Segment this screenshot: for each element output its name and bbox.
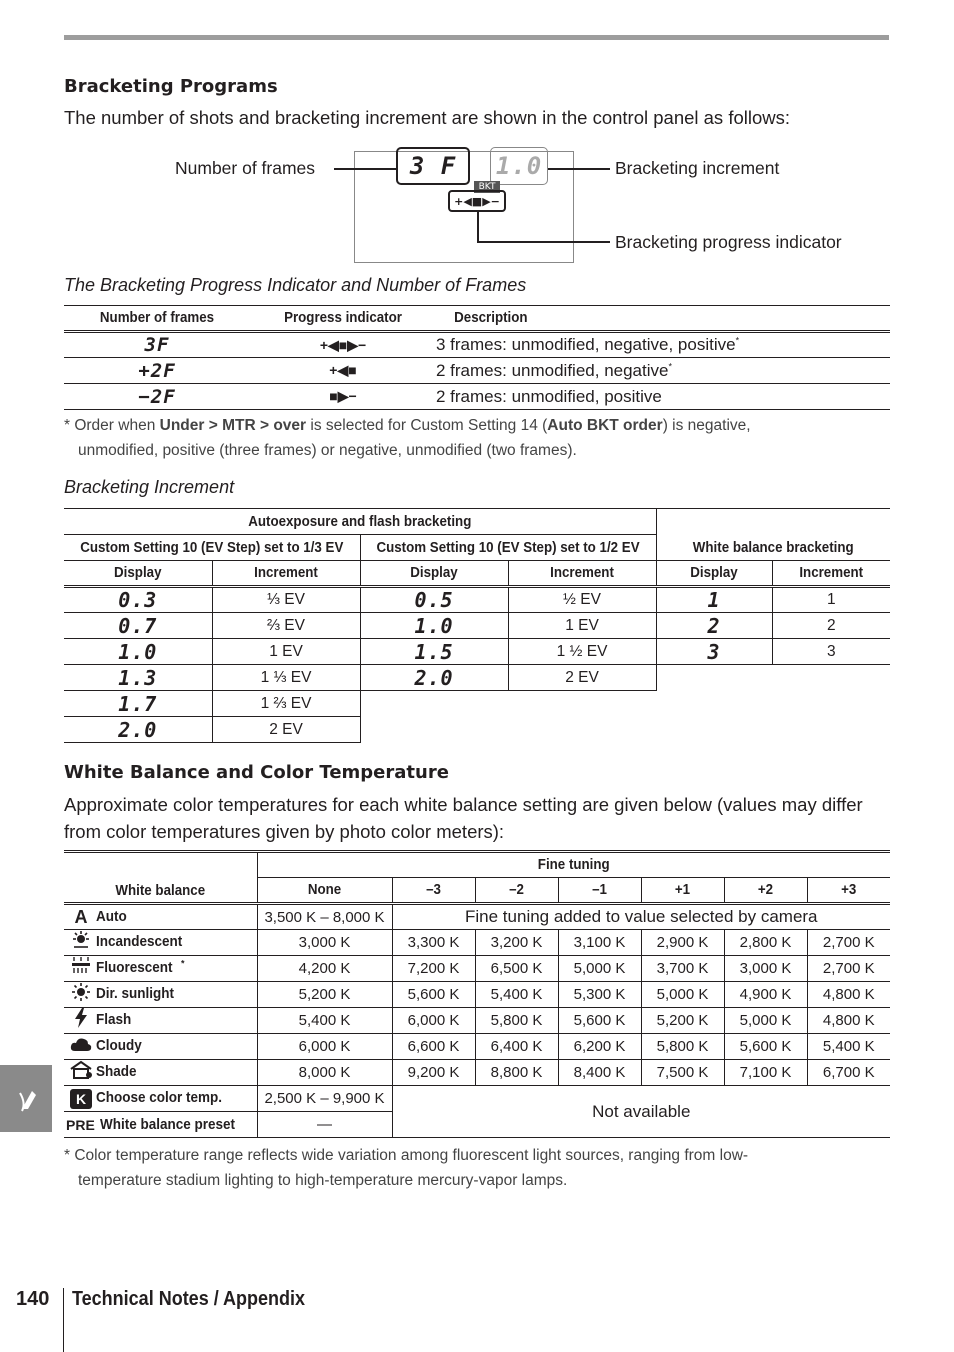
increment-value: 2 EV (212, 717, 360, 743)
auto-icon: A (74, 906, 88, 927)
col-progress-indicator: Progress indicator (284, 310, 402, 326)
top-rule (64, 35, 889, 40)
bkt-badge: BKT (474, 181, 500, 193)
increment-value: 3 (772, 639, 890, 665)
col-fine-value: –2 (478, 878, 554, 904)
temperature-value: 5,000 K (558, 956, 641, 982)
increment-value: 1 (772, 587, 890, 613)
wb-setting: PRE White balance preset (64, 1112, 257, 1138)
col-increment: Increment (777, 561, 886, 587)
header-cs-half: Custom Setting 10 (EV Step) set to 1/2 EV (372, 535, 644, 561)
temperature-value: 2,700 K (807, 956, 890, 982)
frames-display: −2F (138, 385, 176, 408)
sun-icon (66, 982, 96, 1007)
temperature-value: 6,000 K (257, 1034, 392, 1060)
col-fine-value: +2 (727, 878, 803, 904)
table-row (64, 613, 890, 639)
fluorescent-icon (66, 957, 96, 980)
table-row (64, 930, 890, 956)
appendix-icon (0, 1065, 52, 1132)
temperature-value: 2,800 K (724, 930, 807, 956)
display-value: 3 (656, 639, 772, 665)
wb-footnote: * Color temperature range reflects wide variation among fluorescent light sources, ranging from low- temperature stadium lighting to high-temperature mercury-vapor lamps. (64, 1147, 749, 1189)
progress-table (64, 305, 890, 410)
temperature-value: 5,400 K (807, 1034, 890, 1060)
leader-frames (334, 168, 396, 170)
temperature-value: 4,200 K (257, 956, 392, 982)
progress-indicator: +◀■ (329, 362, 357, 378)
temperature-value: 5,200 K (257, 982, 392, 1008)
display-value: 0.7 (64, 613, 212, 639)
label-number-of-frames: Number of frames (175, 158, 316, 178)
table-row (64, 717, 890, 743)
increment-value: 1 EV (212, 639, 360, 665)
temperature-value: 3,000 K (724, 956, 807, 982)
table-row (64, 332, 890, 358)
preset-icon: PRE (66, 1117, 95, 1134)
none-value: — (257, 1112, 392, 1138)
footer-divider (63, 1288, 64, 1352)
temperature-value: 7,500 K (641, 1060, 724, 1086)
increment-value: 2 (772, 613, 890, 639)
temperature-value: 9,200 K (392, 1060, 475, 1086)
cloud-icon (66, 1036, 96, 1057)
auto-note: Fine tuning added to value selected by camera (392, 904, 890, 930)
group-wb-bracketing: White balance bracketing (665, 509, 880, 561)
col-fine-value: +3 (810, 878, 886, 904)
increment-table-title: Bracketing Increment (64, 477, 235, 497)
display-value: 2.0 (64, 717, 212, 743)
progress-indicator: ■▶− (329, 388, 357, 404)
lcd-increment-readout: 1.0 (490, 147, 548, 185)
page-number: 140 (16, 1288, 50, 1310)
table-row (64, 1060, 890, 1086)
footer-title: Technical Notes / Appendix (72, 1288, 306, 1310)
table-row (64, 982, 890, 1008)
table-row (64, 665, 890, 691)
display-value: 1.5 (360, 639, 508, 665)
none-value: 2,500 K – 9,900 K (257, 1086, 392, 1112)
bracketing-intro: The number of shots and bracketing increment are shown in the control panel as follows: (64, 107, 791, 128)
leader-increment (548, 168, 610, 170)
temperature-value: 5,800 K (641, 1034, 724, 1060)
display-value: 2 (656, 613, 772, 639)
table-row (64, 1008, 890, 1034)
leader-progress-v (477, 212, 479, 243)
temperature-value: 5,400 K (257, 1008, 392, 1034)
temperature-value: 6,500 K (475, 956, 558, 982)
temperature-value: 5,600 K (558, 1008, 641, 1034)
temperature-value: 3,100 K (558, 930, 641, 956)
shade-icon (66, 1060, 96, 1085)
col-fine-value: None (262, 878, 386, 904)
temperature-value: 7,200 K (392, 956, 475, 982)
lcd-frames-readout: 3 F (396, 147, 470, 185)
table-row (64, 1086, 890, 1112)
temperature-value: 2,700 K (807, 930, 890, 956)
progress-indicator: +◀■▶− (319, 336, 367, 353)
kelvin-icon: K (70, 1089, 92, 1109)
temperature-value: 6,700 K (807, 1060, 890, 1086)
table-row (64, 904, 890, 930)
section-side-tab (0, 1065, 52, 1132)
wb-setting: Incandescent (64, 930, 257, 956)
wb-setting: Cloudy (64, 1034, 257, 1060)
temperature-value: 5,600 K (724, 1034, 807, 1060)
not-available: Not available (392, 1086, 890, 1138)
temperature-value: 6,200 K (558, 1034, 641, 1060)
temperature-value: 5,200 K (641, 1008, 724, 1034)
display-value: 1.7 (64, 691, 212, 717)
table-row (64, 956, 890, 982)
progress-table-title: The Bracketing Progress Indicator and Number of Frames (64, 275, 527, 295)
display-value: 0.3 (64, 587, 212, 613)
temperature-value: 5,400 K (475, 982, 558, 1008)
temperature-value: 8,400 K (558, 1060, 641, 1086)
label-bracketing-increment: Bracketing increment (615, 158, 780, 178)
col-fine-value: –1 (561, 878, 637, 904)
table-row (64, 1034, 890, 1060)
table-row (64, 384, 890, 410)
none-value: 3,500 K – 8,000 K (257, 904, 392, 930)
wb-setting: A Auto (64, 904, 257, 930)
col-number-of-frames: Number of frames (99, 310, 215, 326)
display-value: 2.0 (360, 665, 508, 691)
frames-display: 3F (144, 334, 170, 356)
display-value: 0.5 (360, 587, 508, 613)
display-value: 1 (656, 587, 772, 613)
col-increment: Increment (514, 561, 650, 587)
label-progress-indicator: Bracketing progress indicator (615, 232, 842, 252)
flash-icon (66, 1008, 96, 1033)
temperature-value: 3,200 K (475, 930, 558, 956)
temperature-value: 3,700 K (641, 956, 724, 982)
temperature-value: 6,600 K (392, 1034, 475, 1060)
white-balance-table (64, 850, 890, 1138)
frames-display: +2F (138, 359, 176, 382)
increment-value: 1 EV (508, 613, 656, 639)
wb-setting: Flash (64, 1008, 257, 1034)
temperature-value: 7,100 K (724, 1060, 807, 1086)
white-balance-intro: Approximate color temperatures for each white balance setting are given below (values may differ from color temperatures given by photo color meters): (64, 794, 863, 842)
increment-value: 2 EV (508, 665, 656, 691)
col-fine-value: +1 (644, 878, 720, 904)
temperature-value: 4,800 K (807, 982, 890, 1008)
temperature-value: 8,800 K (475, 1060, 558, 1086)
col-description: Description (454, 310, 528, 326)
group-ae-flash: Autoexposure and flash bracketing (88, 509, 633, 535)
increment-table (64, 508, 890, 743)
temperature-value: 2,900 K (641, 930, 724, 956)
temperature-value: 4,800 K (807, 1008, 890, 1034)
table-row (64, 358, 890, 384)
increment-value: ½ EV (508, 587, 656, 613)
increment-value: 1 ½ EV (508, 639, 656, 665)
temperature-value: 8,000 K (257, 1060, 392, 1086)
table-row (64, 587, 890, 613)
col-display: Display (114, 565, 162, 581)
increment-value: 1 ⅓ EV (212, 665, 360, 691)
wb-setting: K Choose color temp. (64, 1086, 257, 1112)
temperature-value: 6,000 K (392, 1008, 475, 1034)
progress-footnote: * Order when Under > MTR > over is selected for Custom Setting 14 (Auto BKT order) is negative, unmodified, positive (three frames) or negative, unmodified (two frames). (64, 417, 751, 459)
section-title-white-balance: White Balance and Color Temperature (64, 762, 449, 783)
temperature-value: 5,300 K (558, 982, 641, 1008)
temperature-value: 5,000 K (641, 982, 724, 1008)
header-cs-third: Custom Setting 10 (EV Step) set to 1/3 EV (76, 535, 348, 561)
temperature-value: 3,300 K (392, 930, 475, 956)
description: 2 frames: unmodified, negative* (436, 360, 672, 380)
description: 3 frames: unmodified, negative, positive* (436, 335, 740, 354)
description: 2 frames: unmodified, positive (436, 386, 662, 406)
incandescent-icon (66, 931, 96, 954)
col-white-balance: White balance (115, 883, 206, 899)
col-increment: Increment (218, 561, 354, 587)
increment-value: ⅔ EV (212, 613, 360, 639)
lcd-progress-readout: +◀■▶− (448, 190, 506, 212)
temperature-value: 5,800 K (475, 1008, 558, 1034)
col-fine-value: –3 (395, 878, 471, 904)
temperature-value: 5,000 K (724, 1008, 807, 1034)
wb-setting: Dir. sunlight (64, 982, 257, 1008)
display-value: 1.0 (360, 613, 508, 639)
wb-setting: Shade (64, 1060, 257, 1086)
section-title-bracketing: Bracketing Programs (64, 76, 278, 97)
leader-progress-h (477, 241, 610, 243)
temperature-value: 3,000 K (257, 930, 392, 956)
table-row (64, 639, 890, 665)
col-display: Display (661, 561, 768, 587)
temperature-value: 5,600 K (392, 982, 475, 1008)
display-value: 1.3 (64, 665, 212, 691)
col-fine-tuning: Fine tuning (282, 852, 864, 878)
display-value: 1.0 (64, 639, 212, 665)
wb-setting: Fluorescent * (64, 956, 257, 982)
increment-value: 1 ⅔ EV (212, 691, 360, 717)
temperature-value: 6,400 K (475, 1034, 558, 1060)
table-row (64, 691, 890, 717)
temperature-value: 4,900 K (724, 982, 807, 1008)
col-display: Display (366, 561, 502, 587)
increment-value: ⅓ EV (212, 587, 360, 613)
